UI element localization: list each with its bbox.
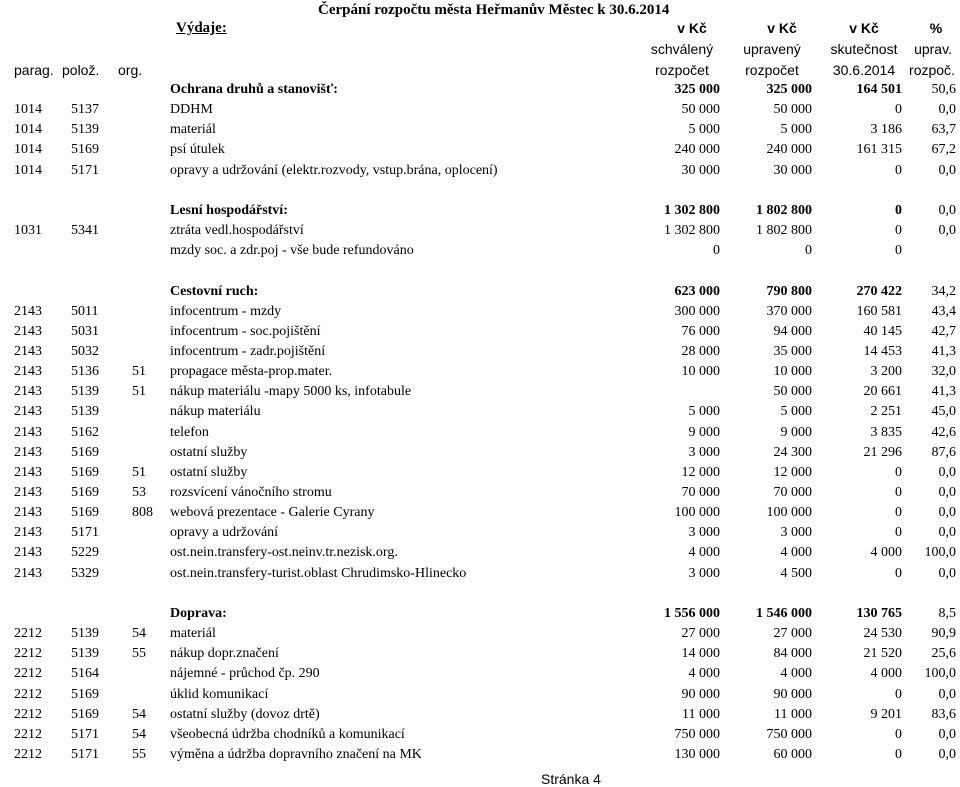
group-row (0, 80, 960, 100)
cell-paragraph: 1014 (14, 142, 42, 158)
table-row (0, 423, 960, 443)
cell-item: 5162 (71, 424, 99, 440)
cell-percent: 42,7 (931, 323, 956, 339)
group-row (0, 282, 960, 302)
cell-item: 5139 (71, 404, 99, 420)
cell-percent: 0,0 (938, 746, 956, 762)
cell-description: ost.nein.transfery-ost.neinv.tr.nezisk.org. (170, 545, 398, 561)
cell-percent: 0,0 (938, 102, 956, 118)
table-row (0, 342, 960, 362)
cell-paragraph: 2143 (14, 424, 42, 440)
cell-org: 54 (132, 726, 146, 742)
cell-approved-budget: 3 000 (688, 525, 720, 541)
cell-percent: 41,3 (931, 343, 956, 359)
cell-percent: 0,0 (938, 223, 956, 239)
cell-approved-budget: 750 000 (674, 726, 720, 742)
cell-approved-budget: 0 (713, 243, 720, 259)
cell-description: ztráta vedl.hospodářství (170, 223, 304, 239)
cell-percent: 0,0 (938, 525, 956, 541)
table-row (0, 443, 960, 463)
cell-percent: 0,0 (938, 686, 956, 702)
cell-item: 5171 (71, 162, 99, 178)
cell-percent: 100,0 (924, 545, 956, 561)
cell-percent: 0,0 (938, 202, 956, 218)
cell-approved-budget: 300 000 (674, 303, 720, 319)
cell-item: 5169 (71, 464, 99, 480)
cell-adjusted-budget: 11 000 (774, 706, 812, 722)
cell-adjusted-budget: 790 800 (766, 283, 812, 299)
cell-description: mzdy soc. a zdr.poj - vše bude refundováno (170, 243, 414, 259)
spacer-row (0, 584, 960, 604)
cell-item: 5341 (71, 223, 99, 239)
cell-paragraph: 1014 (14, 122, 42, 138)
cell-paragraph: 2143 (14, 444, 42, 460)
cell-org: 53 (132, 485, 146, 500)
cell-approved-budget: 1 302 800 (664, 202, 720, 218)
cell-actual: 161 315 (856, 142, 902, 158)
cell-paragraph: 2143 (14, 565, 42, 581)
cell-paragraph: 2212 (14, 666, 42, 682)
cell-actual: 164 501 (856, 82, 902, 97)
cell-org: 54 (132, 706, 146, 722)
cell-approved-budget: 4 000 (688, 666, 720, 682)
cell-item: 5171 (71, 746, 99, 762)
cell-approved-budget: 1 556 000 (664, 605, 720, 621)
header-v3-line2: skutečnost (830, 41, 898, 57)
cell-item: 5169 (71, 142, 99, 158)
header-v4-line2: uprav. (914, 41, 952, 57)
table-row (0, 140, 960, 160)
cell-item: 5164 (71, 666, 99, 682)
cell-paragraph: 2143 (14, 464, 42, 480)
table-row (0, 564, 960, 584)
cell-adjusted-budget: 10 000 (773, 364, 812, 380)
cell-adjusted-budget: 9 000 (780, 424, 812, 440)
table-row (0, 120, 960, 140)
cell-adjusted-budget: 60 000 (773, 746, 812, 762)
cell-description: všeobecná údržba chodníků a komunikací (170, 726, 405, 742)
cell-adjusted-budget: 370 000 (766, 303, 812, 319)
cell-adjusted-budget: 4 000 (780, 666, 812, 682)
cell-adjusted-budget: 50 000 (773, 384, 812, 400)
cell-paragraph: 2143 (14, 364, 42, 380)
cell-org: 51 (132, 384, 146, 400)
cell-actual: 3 835 (870, 424, 902, 440)
cell-approved-budget: 1 302 800 (664, 223, 720, 239)
cell-percent: 0,0 (938, 505, 956, 521)
header-v2-line1: v Kč (767, 20, 797, 36)
header-v1-line3: rozpočet (655, 62, 709, 78)
cell-item: 5139 (71, 646, 99, 662)
cell-adjusted-budget: 5 000 (780, 122, 812, 138)
cell-approved-budget: 27 000 (681, 626, 720, 642)
cell-adjusted-budget: 750 000 (766, 726, 812, 742)
table-row (0, 725, 960, 745)
cell-description: nákup materiálu -mapy 5000 ks, infotabule (170, 384, 412, 400)
cell-percent: 87,6 (931, 444, 956, 460)
cell-description: infocentrum - mzdy (170, 303, 282, 319)
cell-paragraph: 1014 (14, 162, 42, 178)
cell-percent: 8,5 (938, 605, 956, 621)
cell-paragraph: 2143 (14, 384, 42, 400)
cell-adjusted-budget: 1 802 800 (756, 223, 812, 239)
cell-item: 5171 (71, 525, 99, 541)
header-v3-line3: 30.6.2014 (832, 62, 896, 78)
group-row (0, 201, 960, 221)
cell-description: ostatní služby (170, 444, 248, 460)
cell-approved-budget: 10 000 (681, 364, 720, 380)
cell-item: 5169 (71, 444, 99, 460)
cell-description: ost.nein.transfery-turist.oblast Chrudimsko-Hlinecko (170, 565, 467, 581)
cell-actual: 0 (895, 746, 902, 762)
table-row (0, 302, 960, 322)
cell-org: 808 (132, 505, 153, 521)
table-row (0, 685, 960, 705)
cell-adjusted-budget: 90 000 (773, 686, 812, 702)
table-row (0, 664, 960, 684)
cell-item: 5169 (71, 706, 99, 722)
cell-approved-budget: 50 000 (681, 102, 720, 118)
cell-percent: 32,0 (931, 364, 956, 380)
cell-actual: 0 (895, 726, 902, 742)
cell-description: infocentrum - soc.pojištění (170, 323, 321, 339)
cell-description: ostatní služby (dovoz drtě) (170, 706, 320, 722)
cell-item: 5136 (71, 364, 99, 380)
cell-description: DDHM (170, 102, 213, 118)
cell-description: materiál (170, 626, 216, 642)
cell-adjusted-budget: 240 000 (766, 142, 812, 158)
cell-approved-budget: 240 000 (674, 142, 720, 158)
table-row (0, 100, 960, 120)
cell-approved-budget: 325 000 (674, 82, 720, 97)
cell-approved-budget: 28 000 (681, 343, 720, 359)
header-org: org. (118, 62, 143, 78)
cell-item: 5169 (71, 505, 99, 521)
table-row (0, 624, 960, 644)
cell-actual: 0 (895, 525, 902, 541)
cell-item: 5139 (71, 626, 99, 642)
table-row (0, 322, 960, 342)
cell-actual: 0 (895, 464, 902, 480)
cell-approved-budget: 90 000 (681, 686, 720, 702)
table-row (0, 161, 960, 181)
cell-adjusted-budget: 70 000 (773, 485, 812, 500)
cell-paragraph: 2212 (14, 726, 42, 742)
cell-adjusted-budget: 50 000 (773, 102, 812, 118)
cell-percent: 42,6 (931, 424, 956, 440)
table-row (0, 221, 960, 241)
cell-actual: 0 (895, 485, 902, 500)
cell-actual: 0 (895, 686, 902, 702)
cell-adjusted-budget: 3 000 (780, 525, 812, 541)
cell-actual: 0 (895, 202, 902, 218)
table-row (0, 705, 960, 725)
cell-actual: 2 251 (870, 404, 902, 420)
cell-percent: 67,2 (931, 142, 956, 158)
cell-paragraph: 2143 (14, 303, 42, 319)
table-row (0, 503, 960, 523)
cell-paragraph: 2143 (14, 545, 42, 561)
cell-percent: 63,7 (931, 122, 956, 138)
cell-percent: 34,2 (931, 283, 956, 299)
cell-item: 5139 (71, 384, 99, 400)
cell-approved-budget: 14 000 (681, 646, 720, 662)
cell-description: psí útulek (170, 142, 225, 158)
cell-adjusted-budget: 0 (805, 243, 812, 259)
header-v4-line1: % (929, 20, 943, 36)
cell-percent: 0,0 (938, 464, 956, 480)
cell-approved-budget: 5 000 (688, 404, 720, 420)
cell-actual: 4 000 (870, 545, 902, 561)
cell-item: 5169 (71, 686, 99, 702)
header-parag: parag. (14, 62, 54, 78)
cell-approved-budget: 3 000 (688, 444, 720, 460)
cell-item: 5329 (71, 565, 99, 581)
cell-actual: 20 661 (863, 384, 902, 400)
cell-approved-budget: 12 000 (681, 464, 720, 480)
cell-adjusted-budget: 35 000 (773, 343, 812, 359)
cell-adjusted-budget: 27 000 (773, 626, 812, 642)
table-row (0, 402, 960, 422)
cell-approved-budget: 130 000 (674, 746, 720, 762)
cell-adjusted-budget: 5 000 (780, 404, 812, 420)
table-row (0, 463, 960, 483)
cell-adjusted-budget: 1 546 000 (756, 605, 812, 621)
cell-adjusted-budget: 4 500 (780, 565, 812, 581)
cell-approved-budget: 70 000 (681, 485, 720, 500)
cell-item: 5011 (71, 303, 99, 319)
cell-description: rozsvícení vánočního stromu (170, 485, 332, 500)
cell-description: nákup dopr.značení (170, 646, 279, 662)
header-v1-line1: v Kč (677, 20, 707, 36)
spacer-row (0, 261, 960, 281)
cell-paragraph: 2143 (14, 525, 42, 541)
section-heading: Výdaje: (176, 20, 227, 36)
cell-actual: 0 (895, 162, 902, 178)
cell-percent: 0,0 (938, 726, 956, 742)
cell-paragraph: 2143 (14, 404, 42, 420)
cell-actual: 14 453 (863, 343, 902, 359)
cell-percent: 90,9 (931, 626, 956, 642)
cell-percent: 83,6 (931, 706, 956, 722)
cell-item: 5139 (71, 122, 99, 138)
cell-actual: 130 765 (856, 605, 902, 621)
cell-adjusted-budget: 24 300 (773, 444, 812, 460)
table-row (0, 745, 960, 765)
cell-org: 51 (132, 364, 146, 380)
cell-paragraph: 2212 (14, 686, 42, 702)
header-v3-line1: v Kč (849, 20, 879, 36)
cell-percent: 43,4 (931, 303, 956, 319)
cell-org: 55 (132, 646, 146, 662)
table-row (0, 241, 960, 261)
cell-approved-budget: 100 000 (674, 505, 720, 521)
page-footer: Stránka 4 (541, 771, 601, 787)
cell-approved-budget: 5 000 (688, 122, 720, 138)
cell-paragraph: 2212 (14, 626, 42, 642)
cell-paragraph: 1031 (14, 223, 42, 239)
cell-paragraph: 2212 (14, 706, 42, 722)
cell-description: webová prezentace - Galerie Cyrany (170, 505, 375, 521)
cell-description: výměna a údržba dopravního značení na MK (170, 746, 422, 762)
cell-percent: 41,3 (931, 384, 956, 400)
cell-approved-budget: 3 000 (688, 565, 720, 581)
table-row (0, 483, 960, 503)
cell-description: nákup materiálu (170, 404, 261, 420)
header-v2-line2: upravený (743, 41, 801, 57)
cell-actual: 0 (895, 505, 902, 521)
cell-paragraph: 1014 (14, 102, 42, 118)
cell-actual: 24 530 (863, 626, 902, 642)
cell-description: opravy a udržování (170, 525, 279, 541)
cell-paragraph: 2143 (14, 505, 42, 521)
cell-actual: 3 200 (870, 364, 902, 380)
cell-item: 5137 (71, 102, 99, 118)
cell-adjusted-budget: 94 000 (773, 323, 812, 339)
cell-percent: 0,0 (938, 162, 956, 178)
cell-actual: 40 145 (863, 323, 902, 339)
cell-approved-budget: 4 000 (688, 545, 720, 561)
cell-description: telefon (170, 424, 209, 440)
cell-approved-budget: 30 000 (681, 162, 720, 178)
cell-adjusted-budget: 100 000 (766, 505, 812, 521)
cell-adjusted-budget: 12 000 (773, 464, 812, 480)
cell-description: Doprava: (170, 605, 227, 621)
cell-item: 5171 (71, 726, 99, 742)
cell-adjusted-budget: 4 000 (780, 545, 812, 561)
cell-actual: 21 296 (863, 444, 902, 460)
cell-paragraph: 2143 (14, 343, 42, 359)
cell-approved-budget: 623 000 (674, 283, 720, 299)
table-row (0, 644, 960, 664)
cell-actual: 0 (895, 565, 902, 581)
cell-approved-budget: 9 000 (688, 424, 720, 440)
cell-paragraph: 2143 (14, 323, 42, 339)
cell-item: 5031 (71, 323, 99, 339)
cell-approved-budget: 76 000 (681, 323, 720, 339)
cell-item: 5032 (71, 343, 99, 359)
cell-adjusted-budget: 325 000 (766, 82, 812, 97)
cell-paragraph: 2143 (14, 485, 42, 500)
cell-description: materiál (170, 122, 216, 138)
cell-percent: 100,0 (924, 666, 956, 682)
cell-adjusted-budget: 30 000 (773, 162, 812, 178)
cell-percent: 45,0 (931, 404, 956, 420)
cell-actual: 270 422 (856, 283, 902, 299)
cell-percent: 50,6 (931, 82, 956, 97)
cell-description: opravy a udržování (elektr.rozvody, vstup.brána, oplocení) (170, 162, 498, 178)
table-row (0, 382, 960, 402)
cell-item: 5229 (71, 545, 99, 561)
cell-percent: 0,0 (938, 565, 956, 581)
cell-percent: 0,0 (938, 485, 956, 500)
cell-paragraph: 2212 (14, 646, 42, 662)
cell-actual: 4 000 (870, 666, 902, 682)
table-row (0, 543, 960, 563)
cell-adjusted-budget: 1 802 800 (756, 202, 812, 218)
spacer-row (0, 181, 960, 201)
header-v1-line2: schválený (650, 41, 714, 57)
cell-actual: 9 201 (870, 706, 902, 722)
group-row (0, 604, 960, 624)
cell-description: Cestovní ruch: (170, 283, 259, 299)
cell-actual: 0 (895, 102, 902, 118)
cell-description: Lesní hospodářství: (170, 202, 288, 218)
cell-paragraph: 2212 (14, 746, 42, 762)
cell-actual: 0 (895, 223, 902, 239)
cell-description: nájemné - průchod čp. 290 (170, 666, 320, 682)
cell-description: propagace města-prop.mater. (170, 364, 333, 380)
cell-description: ostatní služby (170, 464, 248, 480)
header-v2-line3: rozpočet (745, 62, 799, 78)
cell-item: 5169 (71, 485, 99, 500)
cell-actual: 0 (895, 243, 902, 259)
cell-org: 54 (132, 626, 146, 642)
cell-description: infocentrum - zadr.pojištění (170, 343, 326, 359)
table-row (0, 523, 960, 543)
cell-description: Ochrana druhů a stanovišť: (170, 82, 338, 97)
cell-org: 55 (132, 746, 146, 762)
header-poloz: polož. (62, 62, 100, 78)
cell-adjusted-budget: 84 000 (773, 646, 812, 662)
cell-org: 51 (132, 464, 146, 480)
cell-actual: 160 581 (856, 303, 902, 319)
cell-approved-budget: 11 000 (682, 706, 720, 722)
document-title: Čerpání rozpočtu města Heřmanův Městec k 30.6.2014 (318, 2, 670, 18)
header-v4-line3: rozpoč. (909, 62, 955, 78)
cell-actual: 21 520 (863, 646, 902, 662)
table-row (0, 362, 960, 382)
cell-description: úklid komunikací (170, 686, 269, 702)
cell-actual: 3 186 (870, 122, 902, 138)
cell-percent: 25,6 (931, 646, 956, 662)
